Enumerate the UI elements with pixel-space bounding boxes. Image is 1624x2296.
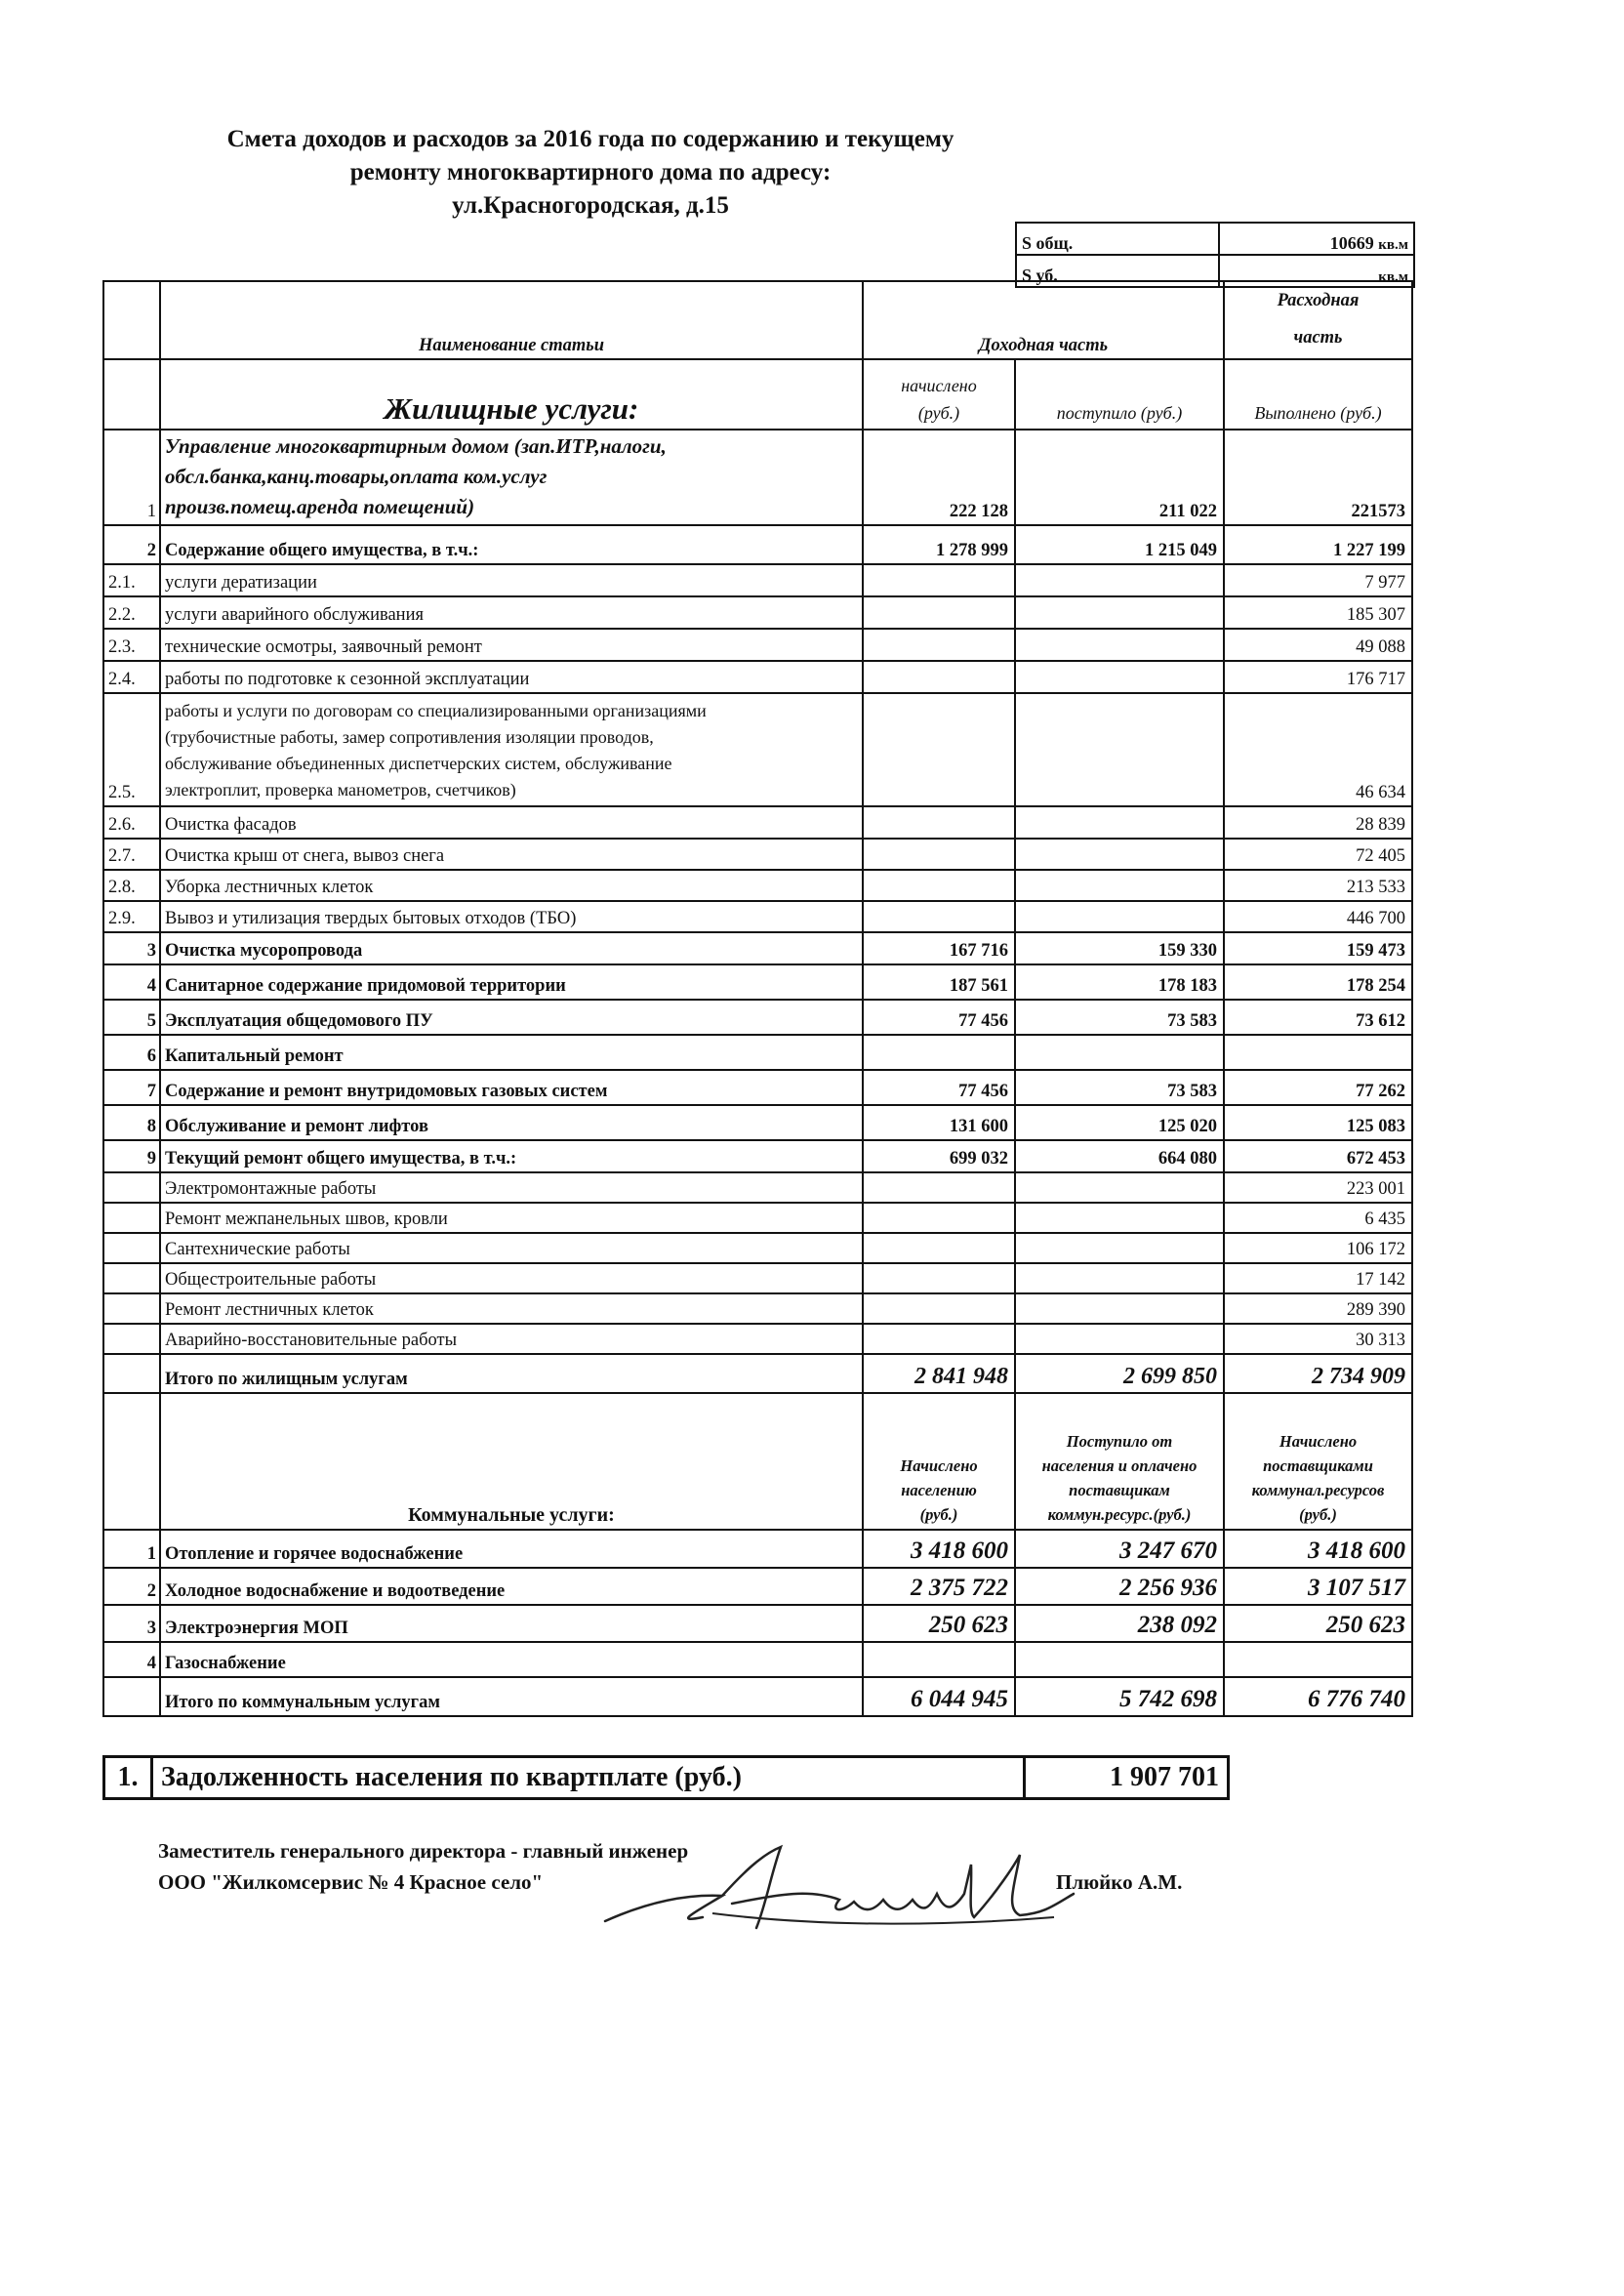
table-row: 2.6. Очистка фасадов 28 839: [103, 806, 1412, 839]
table-row: 2.8. Уборка лестничных клеток 213 533: [103, 870, 1412, 901]
utilities-heading: Коммунальные услуги:: [160, 1393, 863, 1530]
table-row: 3 Электроэнергия МОП 250 623 238 092 250 623: [103, 1605, 1412, 1642]
table-row: 6 Капитальный ремонт: [103, 1035, 1412, 1070]
table-row: Общестроительные работы 17 142: [103, 1263, 1412, 1293]
s-total-value: 10669 кв.м: [1219, 223, 1414, 255]
signer-name: Плюйко А.М.: [1056, 1870, 1183, 1894]
s-total-label: S общ.: [1016, 223, 1219, 255]
table-row: 3 Очистка мусоропровода 167 716 159 330 159 473: [103, 932, 1412, 964]
estimate-table: [102, 280, 1413, 1717]
subheader-row: [103, 359, 1412, 430]
area-table: [1015, 222, 1415, 288]
charged-heading: начислено (руб.): [863, 359, 1015, 430]
table-row: Ремонт лестничных клеток 289 390: [103, 1293, 1412, 1324]
table-row: Электромонтажные работы 223 001: [103, 1172, 1412, 1203]
table-row: 2.5. работы и услуги по договорам со специализированными организациями (трубочистные работы, замер сопротивления изоляции проводов, обслуживание объединенных диспетчерских систем, обслуживание электроплит, проверка манометров, счетчиков) 46 634: [103, 693, 1412, 806]
table-row: 2 Холодное водоснабжение и водоотведение 2 375 722 2 256 936 3 107 517: [103, 1568, 1412, 1605]
header-name: Наименование статьи: [160, 281, 863, 359]
header-row: [103, 281, 1412, 359]
table-row: 9 Текущий ремонт общего имущества, в т.ч.: 699 032 664 080 672 453: [103, 1140, 1412, 1172]
table-row: 4 Газоснабжение: [103, 1642, 1412, 1677]
utilities-header-row: Коммунальные услуги: Начислено населению (руб.) Поступило от населения и оплачено поставщикам коммун.ресурс.(руб.) Начислено поставщиками коммунал.ресурсов (руб.): [103, 1393, 1412, 1530]
debt-number: 1.: [104, 1757, 152, 1799]
document-title: [0, 123, 1181, 223]
table-row: 4 Санитарное содержание придомовой территории 187 561 178 183 178 254: [103, 964, 1412, 1000]
table-row: 7 Содержание и ремонт внутридомовых газовых систем 77 456 73 583 77 262: [103, 1070, 1412, 1105]
table-row: 2 Содержание общего имущества, в т.ч.: 1 278 999 1 215 049 1 227 199: [103, 525, 1412, 564]
table-row: 1 Отопление и горячее водоснабжение 3 418 600 3 247 670 3 418 600: [103, 1530, 1412, 1568]
table-row: Сантехнические работы 106 172: [103, 1233, 1412, 1263]
table-row: Аварийно-восстановительные работы 30 313: [103, 1324, 1412, 1354]
debt-table: [102, 1755, 1230, 1800]
signer-position: Заместитель генерального директора - главный инженер: [158, 1839, 689, 1863]
received-heading: поступило (руб.): [1015, 359, 1224, 430]
handwritten-signature-icon: [586, 1835, 1093, 1943]
total-utilities-row: Итого по коммунальным услугам 6 044 945 5 742 698 6 776 740: [103, 1677, 1412, 1716]
housing-services-heading: Жилищные услуги:: [160, 359, 863, 430]
total-housing-row: Итого по жилищным услугам 2 841 948 2 699 850 2 734 909: [103, 1354, 1412, 1393]
signer-organization: ООО "Жилкомсервис № 4 Красное село": [158, 1870, 544, 1894]
title-line-3: ул.Красногородская, д.15: [452, 192, 729, 219]
done-heading: Выполнено (руб.): [1224, 359, 1412, 430]
table-row: 8 Обслуживание и ремонт лифтов 131 600 125 020 125 083: [103, 1105, 1412, 1140]
debt-value: 1 907 701: [1025, 1757, 1229, 1799]
table-row: 2.9. Вывоз и утилизация твердых бытовых отходов (ТБО) 446 700: [103, 901, 1412, 932]
table-row: 2.7. Очистка крыш от снега, вывоз снега 72 405: [103, 839, 1412, 870]
table-row: 2.3. технические осмотры, заявочный ремонт 49 088: [103, 629, 1412, 661]
title-line-1: Смета доходов и расходов за 2016 года по содержанию и текущему: [226, 126, 954, 152]
table-row: 2.2. услуги аварийного обслуживания 185 307: [103, 596, 1412, 629]
header-income: Доходная часть: [863, 281, 1224, 359]
header-expense: Расходная часть: [1224, 281, 1412, 359]
table-row: 1 Управление многоквартирным домом (зап.ИТР,налоги, обсл.банка,канц.товары,оплата ком.услуг произв.помещ.аренда помещений) 222 128 211 022 221573: [103, 430, 1412, 525]
table-row: Ремонт межпанельных швов, кровли 6 435: [103, 1203, 1412, 1233]
row-name: Управление многоквартирным домом (зап.ИТР,налоги, обсл.банка,канц.товары,оплата ком.услуг произв.помещ.аренда помещений): [160, 430, 863, 525]
table-row: 2.4. работы по подготовке к сезонной эксплуатации 176 717: [103, 661, 1412, 693]
table-row: 2.1. услуги дератизации 7 977: [103, 564, 1412, 596]
debt-label: Задолженность населения по квартплате (руб.): [152, 1757, 1025, 1799]
s-ub-label: S уб.: [1016, 255, 1219, 287]
s-ub-value: кв.м: [1219, 255, 1414, 287]
table-row: 5 Эксплуатация общедомового ПУ 77 456 73 583 73 612: [103, 1000, 1412, 1035]
title-line-2: ремонту многоквартирного дома по адресу:: [349, 159, 832, 185]
